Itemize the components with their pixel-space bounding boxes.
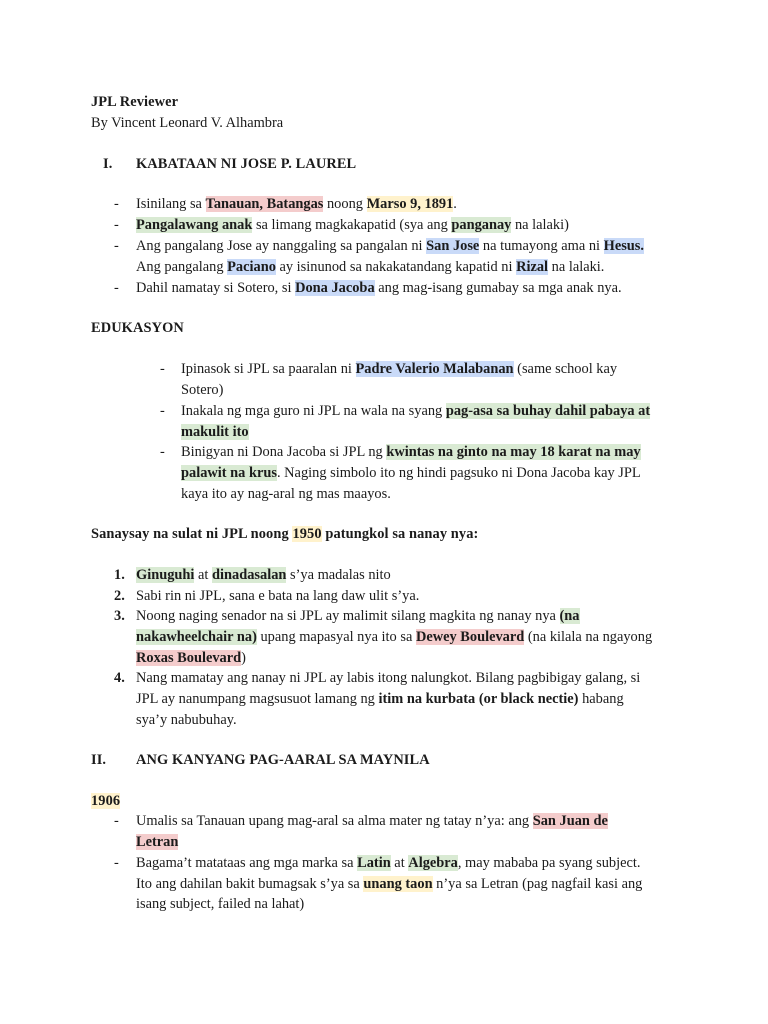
s1-bullet-2: Pangalawang anak sa limang magkakapatid (sya ang panganay na lalaki) [136,217,569,233]
section1-roman: I. [103,156,113,172]
edu-bullet-3-line3: kaya ito ay nag-aral ng mas maayos. [181,486,391,502]
s1-bullet-4: Dahil namatay si Sotero, si Dona Jacoba ang mag-isang gumabay sa mga anak nya. [136,280,622,296]
bullet-marker: - [114,280,119,296]
sanaysay-item-3-line2: nakawheelchair na) upang mapasyal nya ito sa Dewey Boulevard (na kilala na ngayong [136,629,653,645]
bullet-marker: - [114,196,119,212]
sanaysay-heading: Sanaysay na sulat ni JPL noong 1950 patungkol sa nanay nya: [91,526,479,542]
s2-bullet-1-line1: Umalis sa Tanauan upang mag-aral sa alma mater ng tatay n’ya: ang San Juan de [136,813,608,829]
sanaysay-item-1: Ginuguhi at dinadasalan s’ya madalas nito [136,567,391,583]
section1-heading: KABATAAN NI JOSE P. LAUREL [136,156,357,172]
edu-bullet-1-line2: Sotero) [181,382,224,398]
edukasyon-heading: EDUKASYON [91,320,184,336]
sanaysay-item-2: Sabi rin ni JPL, sana e bata na lang daw ulit s’ya. [136,588,420,604]
sanaysay-item-4-line1: Nang mamatay ang nanay ni JPL ay labis itong nalungkot. Bilang pagbibigay galang, si [136,670,641,686]
section2-roman: II. [91,752,107,768]
bullet-marker: - [160,361,165,377]
highlight-date: Marso 9, 1891 [366,196,454,212]
sanaysay-item-3-line1: Noong naging senador na si JPL ay malimit silang magkita ng nanay nya (na [136,608,580,624]
s1-bullet-3-line2: Ang pangalang Paciano ay isinunod sa nakakatandang kapatid ni Rizal na lalaki. [136,259,605,275]
bullet-marker: - [114,217,119,233]
doc-title: JPL Reviewer [91,94,179,110]
section2-heading: ANG KANYANG PAG-AARAL SA MAYNILA [136,752,430,768]
s1-bullet-1: Isinilang sa Tanauan, Batangas noong Marso 9, 1891. [136,196,457,212]
edu-bullet-3-line2: palawit na krus. Naging simbolo ito ng hindi pagsuko ni Dona Jacoba kay JPL [181,465,641,481]
edu-bullet-2-line2: makulit ito [181,424,249,440]
sanaysay-item-3-line3: Roxas Boulevard) [136,650,246,666]
sanaysay-item-4-line2: JPL ay nanumpang magsusuot lamang ng itim na kurbata (or black nectie) habang [136,691,624,707]
list-number: 3. [114,608,125,624]
list-number: 4. [114,670,125,686]
s2-bullet-2-line1: Bagama’t matataas ang mga marka sa Latin at Algebra, may mababa pa syang subject. [136,855,641,871]
bullet-marker: - [114,813,119,829]
list-number: 1. [114,567,125,583]
s2-bullet-2-line2: Ito ang dahilan bakit bumagsak s’ya sa unang taon n’ya sa Letran (pag nagfail kasi ang [136,876,643,892]
bullet-marker: - [114,238,119,254]
edu-bullet-1-line1: Ipinasok si JPL sa paaralan ni Padre Valerio Malabanan (same school kay [181,361,618,377]
section2-year: 1906 [91,793,121,809]
s2-bullet-1-line2: Letran [136,834,179,850]
s1-bullet-3-line1: Ang pangalang Jose ay nanggaling sa pangalan ni San Jose na tumayong ama ni Hesus. [136,238,645,254]
doc-author: By Vincent Leonard V. Alhambra [91,115,284,131]
edu-bullet-3-line1: Binigyan ni Dona Jacoba si JPL ng kwintas na ginto na may 18 karat na may [181,444,641,460]
highlight-place: Tanauan, Batangas [205,196,324,212]
bullet-marker: - [160,444,165,460]
sanaysay-item-4-line3: sya’y nabubuhay. [136,712,237,728]
s2-bullet-2-line3: isang subject, failed na lahat) [136,896,305,912]
bullet-marker: - [114,855,119,871]
edu-bullet-2-line1: Inakala ng mga guro ni JPL na wala na syang pag-asa sa buhay dahil pabaya at [181,403,651,419]
bullet-marker: - [160,403,165,419]
list-number: 2. [114,588,125,604]
